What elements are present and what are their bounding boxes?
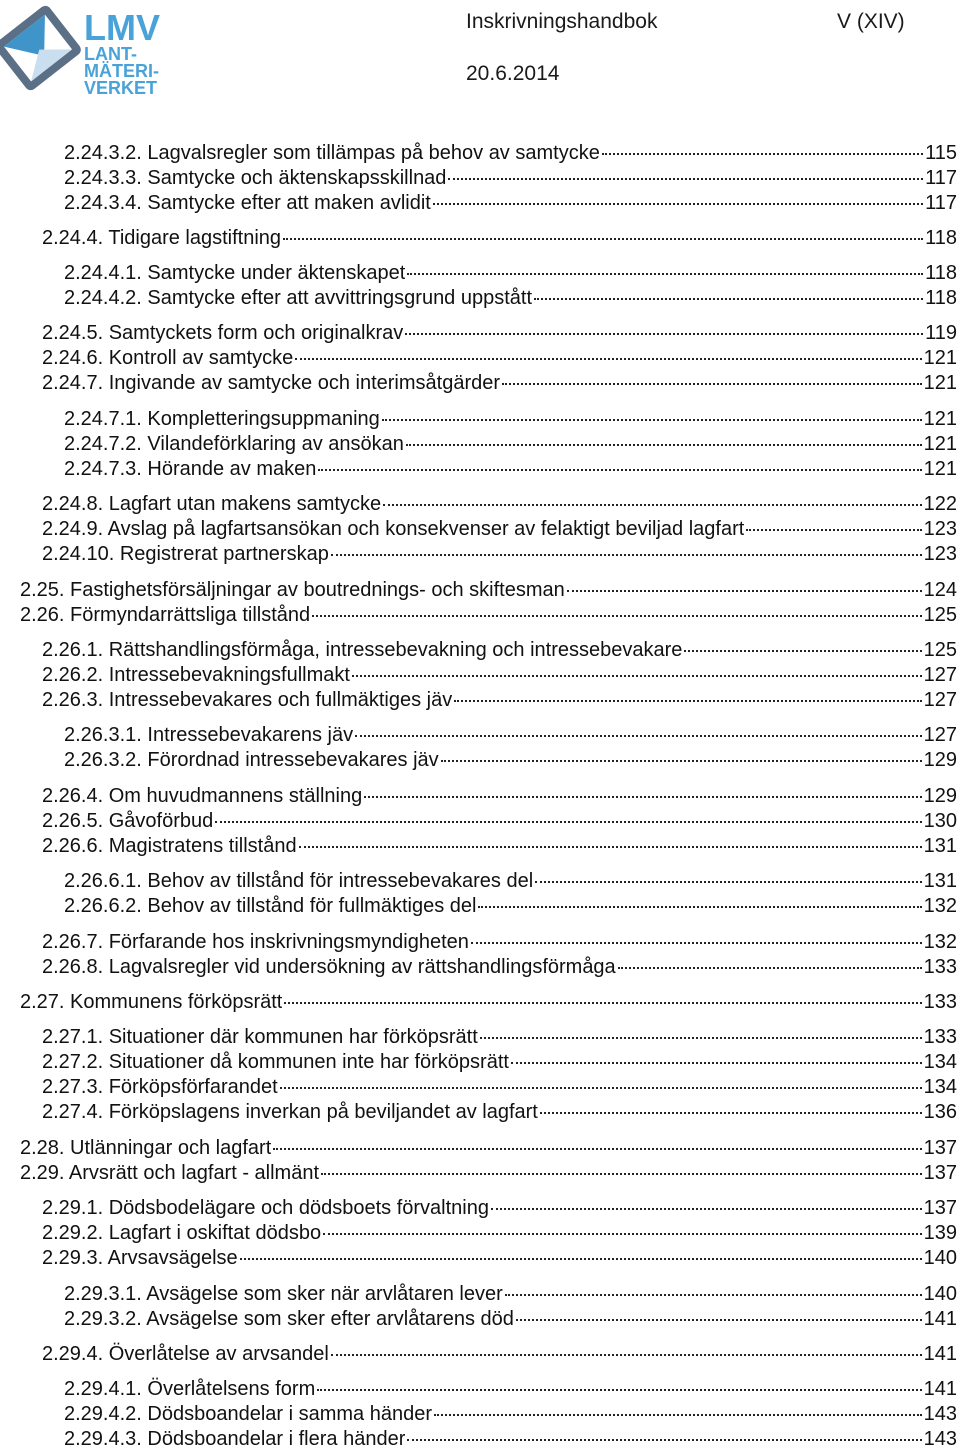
toc-entry-page: 115 [925, 142, 957, 164]
toc-dot-leader [331, 554, 922, 556]
toc-entry-page: 130 [923, 810, 957, 832]
toc-entry-page: 118 [925, 287, 957, 309]
toc-entry-title: 2.26.3.2. Förordnad intressebevakares jäv [64, 749, 439, 771]
toc-entry-title: 2.29.4.1. Överlåtelsens form [64, 1378, 316, 1400]
logo-text-lmv: LMV [84, 7, 160, 48]
toc-entry[interactable] [42, 1075, 957, 1100]
toc-dot-leader [567, 590, 922, 592]
toc-entry[interactable] [42, 784, 957, 809]
toc-entry-page: 121 [923, 458, 957, 480]
toc-entry-page: 140 [923, 1247, 957, 1269]
toc-entry[interactable] [42, 1342, 957, 1367]
toc-entry-page: 132 [923, 895, 957, 917]
toc-dot-leader [684, 650, 921, 652]
toc-entry-title: 2.24.3.3. Samtycke och äktenskapsskillnad [64, 167, 447, 189]
toc-entry[interactable] [20, 1136, 957, 1161]
logo-text-verket: VERKET [84, 78, 158, 98]
toc-entry-title: 2.24.6. Kontroll av samtycke [42, 347, 294, 369]
toc-entry-page: 122 [923, 493, 957, 515]
toc-entry-title: 2.28. Utlänningar och lagfart [20, 1137, 272, 1159]
toc-entry-title: 2.26.2. Intressebevakningsfullmakt [42, 664, 350, 686]
toc-entry-page: 121 [923, 433, 957, 455]
logo-text-lant: LANT- [84, 44, 137, 64]
toc-entry-title: 2.24.7.1. Kompletteringsuppmaning [64, 408, 380, 430]
toc-dot-leader [448, 178, 923, 180]
toc-entry-title: 2.24.4.2. Samtycke efter att avvittringsgrund uppstått [64, 287, 533, 309]
toc-dot-leader [454, 700, 921, 702]
toc-entry-title: 2.24.9. Avslag på lagfartsansökan och konsekvenser av felaktigt beviljad lagfart [42, 518, 745, 540]
document-title: Inskrivningshandbok [466, 10, 658, 33]
toc-dot-leader [299, 846, 922, 848]
toc-entry-title: 2.24.5. Samtyckets form och originalkrav [42, 322, 404, 344]
toc-dot-leader [491, 1208, 922, 1210]
toc-entry-title: 2.27.3. Förköpsförfarandet [42, 1076, 278, 1098]
toc-entry[interactable] [42, 517, 957, 542]
toc-entry-page: 137 [923, 1137, 957, 1159]
toc-entry-page: 129 [923, 785, 957, 807]
toc-entry-page: 125 [923, 639, 957, 661]
toc-dot-leader [355, 735, 922, 737]
toc-entry-page: 119 [925, 322, 957, 344]
toc-entry[interactable] [64, 1307, 957, 1332]
toc-entry-title: 2.24.3.2. Lagvalsregler som tillämpas på behov av samtycke [64, 142, 600, 164]
toc-entry[interactable] [64, 1427, 957, 1452]
toc-entry[interactable] [20, 603, 957, 628]
toc-entry-title: 2.29.4.2. Dödsboandelar i samma händer [64, 1403, 433, 1425]
toc-entry-page: 121 [923, 347, 957, 369]
toc-dot-leader [318, 469, 921, 471]
toc-dot-leader [502, 383, 922, 385]
document-date: 20.6.2014 [466, 62, 560, 85]
toc-entry-page: 137 [923, 1197, 957, 1219]
toc-dot-leader [240, 1258, 922, 1260]
toc-entry-title: 2.29.2. Lagfart i oskiftat dödsbo [42, 1222, 322, 1244]
toc-entry-page: 127 [923, 664, 957, 686]
toc-dot-leader [505, 1294, 922, 1296]
toc-entry-page: 140 [923, 1283, 957, 1305]
toc-entry-title: 2.24.4.1. Samtycke under äktenskapet [64, 262, 406, 284]
toc-entry-page: 132 [923, 931, 957, 953]
toc-entry-title: 2.29.3. Arvsavsägelse [42, 1247, 238, 1269]
toc-entry-title: 2.29.4. Överlåtelse av arvsandel [42, 1343, 329, 1365]
toc-dot-leader [471, 942, 922, 944]
toc-dot-leader [535, 881, 921, 883]
toc-entry[interactable] [64, 286, 957, 311]
toc-entry-page: 117 [925, 167, 957, 189]
toc-entry-title: 2.24.10. Registrerat partnerskap [42, 543, 329, 565]
toc-entry-page: 127 [923, 724, 957, 746]
toc-entry[interactable] [42, 321, 957, 346]
toc-dot-leader [602, 153, 923, 155]
toc-dot-leader [321, 1173, 922, 1175]
toc-entry-title: 2.24.8. Lagfart utan makens samtycke [42, 493, 382, 515]
toc-entry-title: 2.24.7.3. Hörande av maken [64, 458, 317, 480]
toc-dot-leader [407, 273, 923, 275]
toc-entry-page: 133 [923, 1026, 957, 1048]
toc-dot-leader [331, 1354, 922, 1356]
toc-entry-page: 134 [923, 1076, 957, 1098]
toc-dot-leader [540, 1112, 922, 1114]
toc-entry-page: 133 [923, 991, 957, 1013]
toc-entry[interactable] [64, 432, 957, 457]
toc-entry[interactable] [20, 578, 957, 603]
toc-entry[interactable] [20, 990, 957, 1015]
toc-dot-leader [478, 906, 921, 908]
toc-entry[interactable] [42, 1100, 957, 1125]
toc-dot-leader [511, 1062, 922, 1064]
toc-dot-leader [280, 1087, 922, 1089]
toc-entry-title: 2.26.3. Intressebevakares och fullmäktiges jäv [42, 689, 453, 711]
toc-entry-title: 2.26.4. Om huvudmannens ställning [42, 785, 363, 807]
toc-entry-title: 2.26.6.1. Behov av tillstånd för intressebevakares del [64, 870, 534, 892]
toc-entry[interactable] [64, 1377, 957, 1402]
toc-entry[interactable] [42, 930, 957, 955]
toc-entry[interactable] [64, 723, 957, 748]
toc-entry[interactable] [64, 1282, 957, 1307]
toc-entry-title: 2.24.4. Tidigare lagstiftning [42, 227, 282, 249]
toc-entry-title: 2.26.5. Gåvoförbud [42, 810, 214, 832]
toc-entry-title: 2.26.6.2. Behov av tillstånd för fullmäktiges del [64, 895, 477, 917]
toc-dot-leader [516, 1319, 922, 1321]
toc-dot-leader [284, 1002, 921, 1004]
toc-entry-page: 127 [923, 689, 957, 711]
toc-entry-page: 139 [923, 1222, 957, 1244]
toc-entry[interactable] [20, 1161, 957, 1186]
toc-entry-page: 125 [923, 604, 957, 626]
toc-entry-page: 118 [925, 262, 957, 284]
toc-dot-leader [352, 675, 922, 677]
toc-dot-leader [323, 1233, 922, 1235]
toc-entry[interactable] [42, 492, 957, 517]
toc-entry[interactable] [42, 663, 957, 688]
toc-entry-title: 2.27.1. Situationer där kommunen har förköpsrätt [42, 1026, 478, 1048]
toc-entry-title: 2.27.2. Situationer då kommunen inte har förköpsrätt [42, 1051, 509, 1073]
toc-entry-page: 131 [923, 870, 957, 892]
toc-dot-leader [406, 444, 922, 446]
toc-dot-leader [295, 358, 921, 360]
toc-entry[interactable] [64, 191, 957, 216]
toc-entry[interactable] [42, 1050, 957, 1075]
toc-dot-leader [283, 238, 923, 240]
toc-entry-page: 124 [923, 579, 957, 601]
toc-entry-page: 131 [923, 835, 957, 857]
toc-dot-leader [273, 1148, 921, 1150]
page-label: V (XIV) [837, 10, 905, 33]
toc-entry-page: 117 [925, 192, 957, 214]
toc-entry-page: 134 [923, 1051, 957, 1073]
logo-text-materi: MÄTERI- [84, 61, 159, 81]
toc-entry[interactable] [42, 226, 957, 251]
toc-entry[interactable] [64, 407, 957, 432]
toc-entry[interactable] [42, 371, 957, 396]
toc-entry[interactable] [42, 1196, 957, 1221]
toc-entry-page: 118 [925, 227, 957, 249]
toc-entry-title: 2.25. Fastighetsförsäljningar av boutrednings- och skiftesman [20, 579, 565, 601]
toc-entry[interactable] [64, 457, 957, 482]
toc-entry-page: 136 [923, 1101, 957, 1123]
toc-entry[interactable] [42, 809, 957, 834]
toc-entry-page: 143 [923, 1428, 957, 1450]
toc-dot-leader [382, 419, 922, 421]
toc-entry[interactable] [42, 346, 957, 371]
toc-entry-title: 2.29.1. Dödsbodelägare och dödsboets förvaltning [42, 1197, 489, 1219]
toc-entry-title: 2.24.7. Ingivande av samtycke och interimsåtgärder [42, 372, 501, 394]
toc-entry[interactable] [42, 955, 957, 980]
toc-entry[interactable] [64, 869, 957, 894]
toc-entry-title: 2.29.4.3. Dödsboandelar i flera händer [64, 1428, 406, 1450]
toc-entry[interactable] [64, 166, 957, 191]
toc-entry[interactable] [42, 1025, 957, 1050]
toc-entry-page: 123 [923, 543, 957, 565]
toc-entry-page: 141 [923, 1308, 957, 1330]
toc-dot-leader [434, 1414, 922, 1416]
toc-dot-leader [407, 1439, 921, 1441]
toc-entry-title: 2.24.3.4. Samtycke efter att maken avlidit [64, 192, 431, 214]
toc-entry[interactable] [42, 638, 957, 663]
toc-entry-title: 2.26.1. Rättshandlingsförmåga, intressebevakning och intressebevakare [42, 639, 683, 661]
toc-entry[interactable] [42, 1246, 957, 1271]
toc-entry[interactable] [42, 834, 957, 859]
toc-dot-leader [383, 504, 922, 506]
toc-entry-page: 129 [923, 749, 957, 771]
toc-entry-page: 141 [923, 1343, 957, 1365]
toc-entry-title: 2.29.3.1. Avsägelse som sker när arvlåtaren lever [64, 1283, 503, 1305]
toc-dot-leader [618, 967, 922, 969]
toc-entry-page: 137 [923, 1162, 957, 1184]
toc-entry[interactable] [42, 1221, 957, 1246]
toc-entry-title: 2.27. Kommunens förköpsrätt [20, 991, 283, 1013]
toc-dot-leader [480, 1037, 922, 1039]
toc-entry-page: 123 [923, 518, 957, 540]
toc-entry-title: 2.26.6. Magistratens tillstånd [42, 835, 297, 857]
toc-entry[interactable] [64, 141, 957, 166]
toc-entry[interactable] [64, 261, 957, 286]
toc-entry-title: 2.26.7. Förfarande hos inskrivningsmyndigheten [42, 931, 469, 953]
toc-dot-leader [746, 529, 921, 531]
toc-dot-leader [364, 796, 921, 798]
toc-entry-title: 2.26.8. Lagvalsregler vid undersökning av rättshandlingsförmåga [42, 956, 616, 978]
toc-entry[interactable] [42, 542, 957, 567]
toc-entry-title: 2.26.3.1. Intressebevakarens jäv [64, 724, 354, 746]
toc-entry-page: 143 [923, 1403, 957, 1425]
toc-entry-page: 121 [923, 372, 957, 394]
toc-entry[interactable] [64, 1402, 957, 1427]
toc-dot-leader [441, 760, 922, 762]
toc-entry-page: 141 [923, 1378, 957, 1400]
toc-entry[interactable] [64, 894, 957, 919]
toc-entry-page: 133 [923, 956, 957, 978]
toc-dot-leader [312, 615, 921, 617]
toc-dot-leader [405, 333, 923, 335]
toc-entry-title: 2.26. Förmyndarrättsliga tillstånd [20, 604, 311, 626]
toc-dot-leader [215, 821, 921, 823]
toc-entry-title: 2.29.3.2. Avsägelse som sker efter arvlåtarens död [64, 1308, 514, 1330]
toc-entry-title: 2.24.7.2. Vilandeförklaring av ansökan [64, 433, 404, 455]
toc-entry[interactable] [42, 688, 957, 713]
toc-entry-title: 2.27.4. Förköpslagens inverkan på beviljandet av lagfart [42, 1101, 538, 1123]
toc-entry-page: 121 [923, 408, 957, 430]
toc-entry[interactable] [64, 748, 957, 773]
toc-dot-leader [317, 1389, 921, 1391]
toc-entry-title: 2.29. Arvsrätt och lagfart - allmänt [20, 1162, 320, 1184]
toc-dot-leader [433, 203, 923, 205]
toc-dot-leader [534, 298, 923, 300]
